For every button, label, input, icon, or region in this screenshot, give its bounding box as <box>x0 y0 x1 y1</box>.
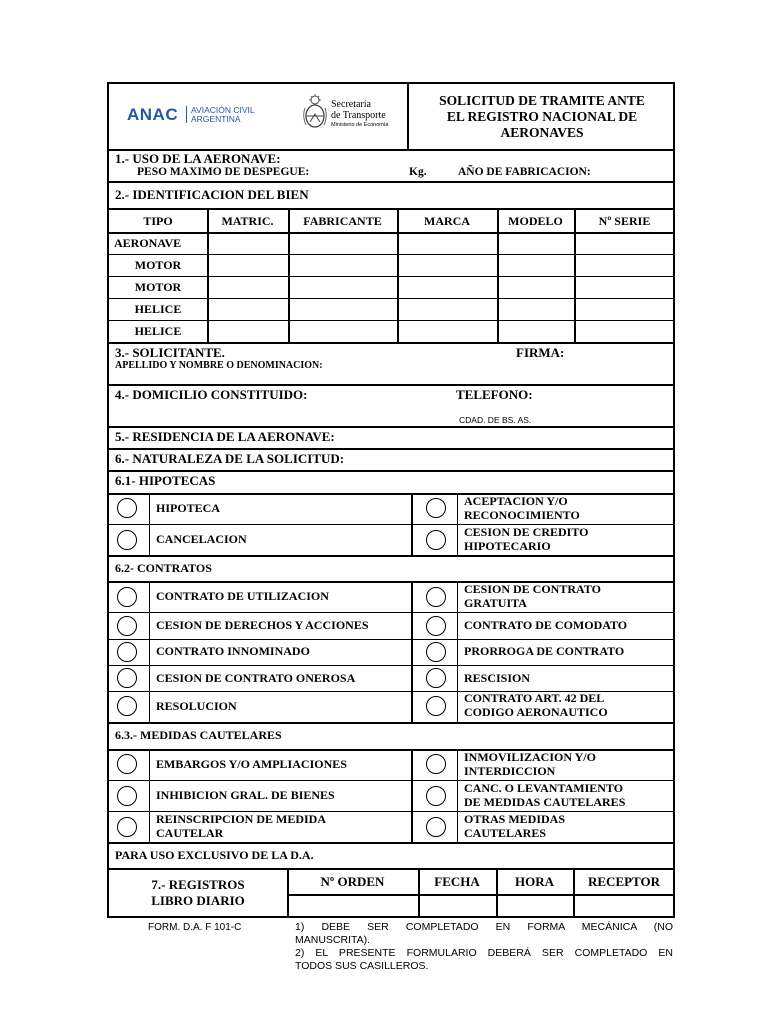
embargos-label: EMBARGOS Y/O AMPLIACIONES <box>156 757 347 771</box>
rule <box>109 868 673 870</box>
aceptacion-radio[interactable] <box>426 498 446 518</box>
contrato-innominado-radio[interactable] <box>117 642 137 662</box>
col-header-tipo: TIPO <box>143 214 173 228</box>
checkbox-divider <box>457 749 458 842</box>
note-1-line-2: MANUSCRITA). <box>295 934 371 946</box>
registration-form <box>107 82 675 918</box>
section-5-title: 5.- RESIDENCIA DE LA AERONAVE: <box>115 429 335 444</box>
inmovilizacion-label <box>464 750 596 778</box>
kg-label: Kg. <box>409 166 427 178</box>
form-title-line-3: AERONAVES <box>500 125 584 140</box>
cesion-contrato-onerosa-radio[interactable] <box>117 668 137 688</box>
rescision-label: RESCISION <box>464 671 531 685</box>
cesion-credito-label <box>464 525 588 553</box>
aceptacion-line-2: RECONOCIMIENTO <box>464 508 580 522</box>
rule <box>109 342 673 344</box>
cesion-contrato-onerosa-label: CESION DE CONTRATO ONEROSA <box>156 671 356 685</box>
note-2-line-2: TODOS SUS CASILLEROS. <box>295 960 429 972</box>
cdad-bs-as-label: CDAD. DE BS. AS. <box>459 415 532 425</box>
checkbox-divider <box>149 581 150 722</box>
rule <box>109 254 673 255</box>
inmovilizacion-line-2: INTERDICCION <box>464 764 556 778</box>
telefono-label: TELEFONO: <box>456 387 533 402</box>
cancelacion-radio[interactable] <box>117 530 137 550</box>
section-4-title: 4.- DOMICILIO CONSTITUIDO: <box>115 387 308 402</box>
section-6-title: 6.- NATURALEZA DE LA SOLICITUD: <box>115 451 345 466</box>
mid-divider <box>411 581 413 722</box>
rule <box>109 181 673 183</box>
otras-medidas-line-2: CAUTELARES <box>464 826 547 840</box>
section-61-title: 6.1- HIPOTECAS <box>115 473 216 488</box>
col-header-receptor: RECEPTOR <box>588 874 660 889</box>
canc-levantamiento-label <box>464 781 625 809</box>
form-title <box>409 93 675 141</box>
col-header-modelo: MODELO <box>508 214 563 228</box>
contrato-utilizacion-label: CONTRATO DE UTILIZACION <box>156 589 329 603</box>
form-title-line-1: SOLICITUD DE TRAMITE ANTE <box>439 93 645 108</box>
prorroga-contrato-label: PRORROGA DE CONTRATO <box>464 644 625 658</box>
rule <box>109 320 673 321</box>
rule <box>109 555 673 557</box>
col-header-matric: MATRIC. <box>221 214 274 228</box>
canc-levantamiento-line-2: DE MEDIDAS CAUTELARES <box>464 795 626 809</box>
cesion-contrato-gratuita-radio[interactable] <box>426 587 446 607</box>
row-label-aeronave: AERONAVE <box>114 236 182 250</box>
aceptacion-label <box>464 494 580 522</box>
contrato-art42-label <box>464 691 608 719</box>
exclusive-use-label: PARA USO EXCLUSIVO DE LA D.A. <box>115 848 314 862</box>
note-1-line-1: 1) DEBE SER COMPLETADO EN FORMA MECÁNICA (NO <box>295 921 673 933</box>
row-label-helice: HELICE <box>134 324 182 338</box>
rescision-radio[interactable] <box>426 668 446 688</box>
cesion-derechos-label: CESION DE DERECHOS Y ACCIONES <box>156 618 369 632</box>
hipoteca-label: HIPOTECA <box>156 501 221 515</box>
contrato-art42-radio[interactable] <box>426 696 446 716</box>
anac-logo-text: ANAC <box>127 105 179 124</box>
row-label-motor: MOTOR <box>134 280 182 294</box>
cesion-contrato-gratuita-line-1: CESION DE CONTRATO <box>464 582 601 596</box>
rule <box>109 639 673 640</box>
note-2-line-1: 2) EL PRESENTE FORMULARIO DEBERÁ SER COMPLETADO EN <box>295 947 673 959</box>
row-label-helice: HELICE <box>134 302 182 316</box>
contrato-comodato-radio[interactable] <box>426 616 446 636</box>
col-header-fabricante: FABRICANTE <box>303 214 382 228</box>
rule <box>109 384 673 386</box>
rule <box>109 470 673 472</box>
apellido-nombre-label: APELLIDO Y NOMBRE O DENOMINACION: <box>115 360 323 371</box>
rule <box>109 722 673 724</box>
resolucion-label: RESOLUCION <box>156 699 237 713</box>
cesion-credito-line-2: HIPOTECARIO <box>464 539 551 553</box>
secretaria-line-1: Secretaría <box>331 99 371 110</box>
section-62-title: 6.2- CONTRATOS <box>115 561 212 575</box>
rule <box>109 665 673 666</box>
reinscripcion-radio[interactable] <box>117 817 137 837</box>
argentina-seal-icon <box>302 94 328 130</box>
checkbox-divider <box>457 581 458 722</box>
secretaria-line-2: de Transporte <box>331 110 386 121</box>
canc-levantamiento-radio[interactable] <box>426 786 446 806</box>
inmovilizacion-line-1: INMOVILIZACION Y/O <box>464 750 596 764</box>
section-7-line-1: 7.- REGISTROS <box>151 877 245 892</box>
otras-medidas-radio[interactable] <box>426 817 446 837</box>
canc-levantamiento-line-1: CANC. O LEVANTAMIENTO <box>464 781 624 795</box>
row-label-motor: MOTOR <box>134 258 182 272</box>
anio-fabricacion-label: AÑO DE FABRICACION: <box>458 166 591 178</box>
col-header-nro-serie: Nº SERIE <box>598 214 651 228</box>
cesion-contrato-gratuita-line-2: GRATUITA <box>464 596 527 610</box>
otras-medidas-label <box>464 812 565 840</box>
cesion-contrato-gratuita-label <box>464 582 601 610</box>
inhibicion-radio[interactable] <box>117 786 137 806</box>
firma-label: FIRMA: <box>516 345 565 360</box>
inmovilizacion-radio[interactable] <box>426 754 446 774</box>
section-3-title: 3.- SOLICITANTE. <box>115 345 225 360</box>
logo-divider <box>186 106 187 123</box>
contrato-art42-line-1: CONTRATO ART. 42 DEL <box>464 691 605 705</box>
cesion-credito-radio[interactable] <box>426 530 446 550</box>
prorroga-contrato-radio[interactable] <box>426 642 446 662</box>
cesion-derechos-radio[interactable] <box>117 616 137 636</box>
rule <box>109 298 673 299</box>
hipoteca-radio[interactable] <box>117 498 137 518</box>
resolucion-radio[interactable] <box>117 696 137 716</box>
rule <box>287 894 673 896</box>
checkbox-divider <box>149 749 150 842</box>
rule <box>109 276 673 277</box>
aceptacion-line-1: ACEPTACION Y/O <box>464 494 568 508</box>
section-1-title: 1.- USO DE LA AERONAVE: <box>115 151 281 166</box>
contrato-innominado-label: CONTRATO INNOMINADO <box>156 644 310 658</box>
reinscripcion-line-2: CAUTELAR <box>156 826 224 840</box>
peso-maximo-label: PESO MAXIMO DE DESPEGUE: <box>137 166 310 178</box>
col-header-fecha: FECHA <box>434 874 480 889</box>
rule <box>109 842 673 844</box>
rule <box>109 208 673 210</box>
form-title-line-2: EL REGISTRO NACIONAL DE <box>446 109 638 124</box>
cesion-credito-line-1: CESION DE CREDITO <box>464 525 589 539</box>
inhibicion-label: INHIBICION GRAL. DE BIENES <box>156 788 335 802</box>
col-header-hora: HORA <box>515 874 554 889</box>
rule <box>109 448 673 450</box>
otras-medidas-line-1: OTRAS MEDIDAS <box>464 812 566 826</box>
rule <box>109 493 673 495</box>
section-7-line-2: LIBRO DIARIO <box>151 893 245 908</box>
rule <box>109 612 673 613</box>
contrato-art42-line-2: CODIGO AERONAUTICO <box>464 705 608 719</box>
embargos-radio[interactable] <box>117 754 137 774</box>
contrato-comodato-label: CONTRATO DE COMODATO <box>464 618 628 632</box>
rule <box>109 426 673 428</box>
form-code: FORM. D.A. F 101-C <box>148 922 242 933</box>
footer-notes <box>295 921 673 973</box>
cancelacion-label: CANCELACION <box>156 532 247 546</box>
anac-subtitle-2: ARGENTINA <box>191 114 241 124</box>
col-header-nro-orden: Nº ORDEN <box>320 874 385 889</box>
col-header-marca: MARCA <box>424 214 470 228</box>
contrato-utilizacion-radio[interactable] <box>117 587 137 607</box>
anac-subtitle-1: AVIACIÓN CIVIL <box>191 105 255 115</box>
reinscripcion-line-1: REINSCRIPCION DE MEDIDA <box>156 812 327 826</box>
section-7-title <box>109 877 287 909</box>
section-63-title: 6.3.- MEDIDAS CAUTELARES <box>115 728 282 742</box>
secretaria-line-3: Ministerio de Economía <box>331 122 389 128</box>
section-2-title: 2.- IDENTIFICACION DEL BIEN <box>115 187 309 202</box>
reinscripcion-label <box>156 812 326 840</box>
mid-divider <box>411 749 413 842</box>
rule <box>109 232 673 234</box>
